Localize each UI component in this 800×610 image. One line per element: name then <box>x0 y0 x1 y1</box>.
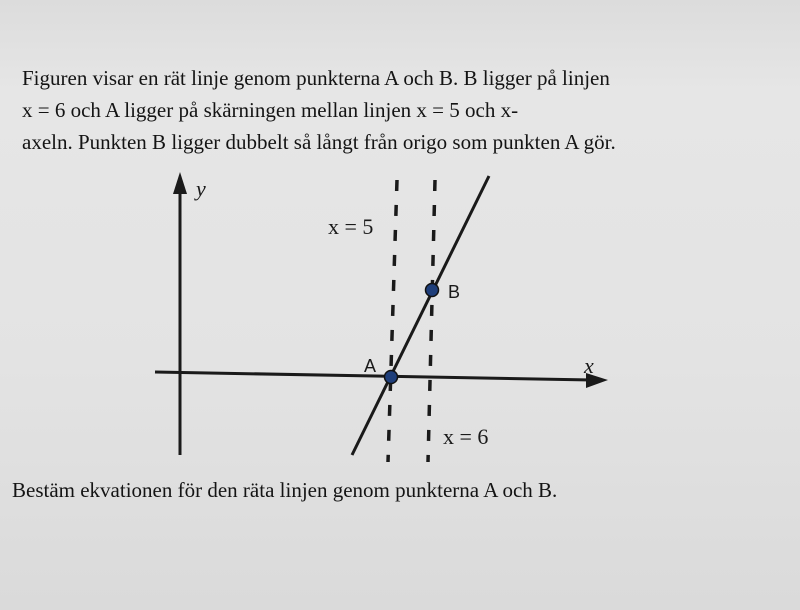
y-axis-arrow <box>173 172 187 194</box>
dashed-line-x6 <box>428 180 435 462</box>
label-x5: x = 5 <box>328 214 374 239</box>
label-x6: x = 6 <box>443 424 489 449</box>
question-text: Bestäm ekvationen för den räta linjen genom punkterna A och B. <box>12 478 558 502</box>
dashed-line-x5 <box>388 180 397 462</box>
point-b <box>426 284 439 297</box>
problem-line-2: x = 6 och A ligger på skärningen mellan linjen x = 5 och x- <box>22 98 519 122</box>
problem-line-1: Figuren visar en rät linje genom punkterna A och B. B ligger på linjen <box>22 66 610 90</box>
x-axis-label: x <box>584 353 594 378</box>
problem-line-3: axeln. Punkten B ligger dubbelt så långt från origo som punkten A gör. <box>22 130 616 154</box>
point-a-label: A <box>364 356 377 376</box>
point-b-label: B <box>448 282 461 302</box>
y-axis-label: y <box>196 176 206 201</box>
point-a <box>385 371 398 384</box>
